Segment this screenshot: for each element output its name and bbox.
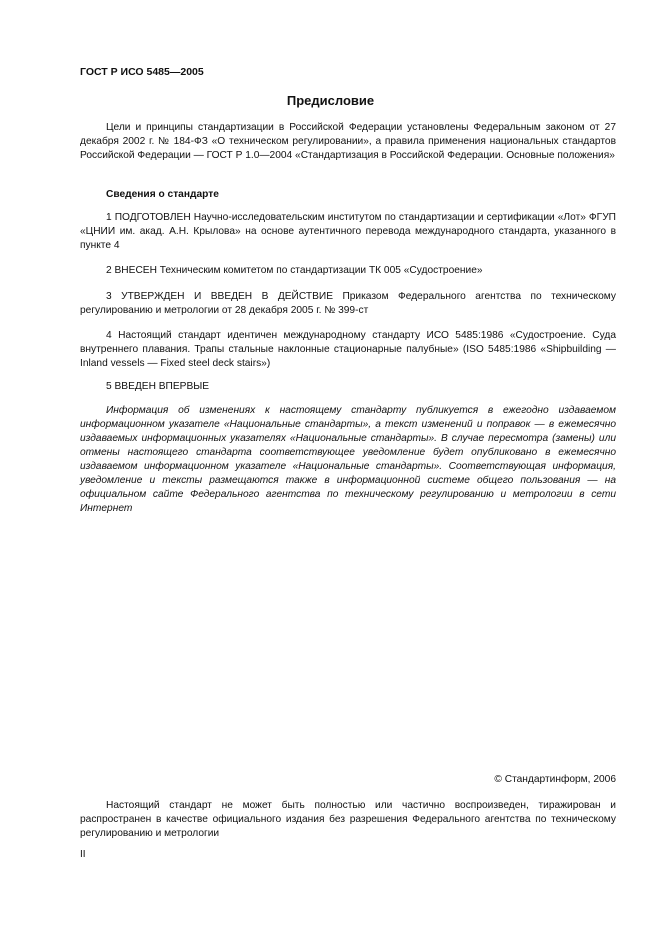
page-number: II bbox=[80, 849, 86, 860]
page-title: Предисловие bbox=[286, 93, 375, 108]
copyright: © Стандартинформ, 2006 bbox=[494, 774, 616, 785]
document-header: ГОСТ Р ИСО 5485—2005 bbox=[80, 66, 204, 78]
info-note: Информация об изменениях к настоящему стандарту публикуется в ежегодно издаваемом информационном указателе «Национальные стандарты», а текст изменений и поправок — в ежемесячно издаваемых информационных указателях «Национальные стандарты». В случае пересмотра (замены) или отмены настоящего стандарта соответствующее уведомление будет опубликовано в ежемесячно издаваемом информационном указателе «Национальные стандарты». Соответствующая информация, уведомление и тексты размещаются также в информационной системе общего пользования — на официальном сайте Федерального агентства по техническому регулированию и метрологии в сети Интернет bbox=[80, 405, 616, 514]
item-2: 2 ВНЕСЕН Техническим комитетом по стандартизации ТК 005 «Судостроение» bbox=[106, 265, 483, 276]
item-4: 4 Настоящий стандарт идентичен международному стандарту ИСО 5485:1986 «Судостроение. Суда внутреннего плавания. Трапы стальные наклонные стационарные палубные» (ISO 5485:1986 «Shipbuilding — Inland vessels — Fixed steel deck stairs») bbox=[80, 330, 616, 369]
item-5: 5 ВВЕДЕН ВПЕРВЫЕ bbox=[106, 381, 210, 392]
section-heading: Сведения о стандарте bbox=[106, 189, 219, 200]
intro-paragraph: Цели и принципы стандартизации в Российской Федерации установлены Федеральным законом от 27 декабря 2002 г. № 184-ФЗ «О техническом регулировании», а правила применения национальных стандартов Российской Федерации — ГОСТ Р 1.0—2004 «Стандартизация в Российской Федерации. Основные положения» bbox=[80, 122, 616, 161]
item-3: 3 УТВЕРЖДЕН И ВВЕДЕН В ДЕЙСТВИЕ Приказом Федерального агентства по техническому регулированию и метрологии от 28 декабря 2005 г. № 399-ст bbox=[80, 291, 616, 316]
reproduction-notice: Настоящий стандарт не может быть полностью или частично воспроизведен, тиражирован и распространен в качестве официального издания без разрешения Федерального агентства по техническому регулированию и метрологии bbox=[80, 800, 616, 839]
item-1: 1 ПОДГОТОВЛЕН Научно-исследовательским институтом по стандартизации и сертификации «Лот» ФГУП «ЦНИИ им. акад. А.Н. Крылова» на основе аутентичного перевода международного стандарта, указанного в пункте 4 bbox=[80, 212, 616, 251]
